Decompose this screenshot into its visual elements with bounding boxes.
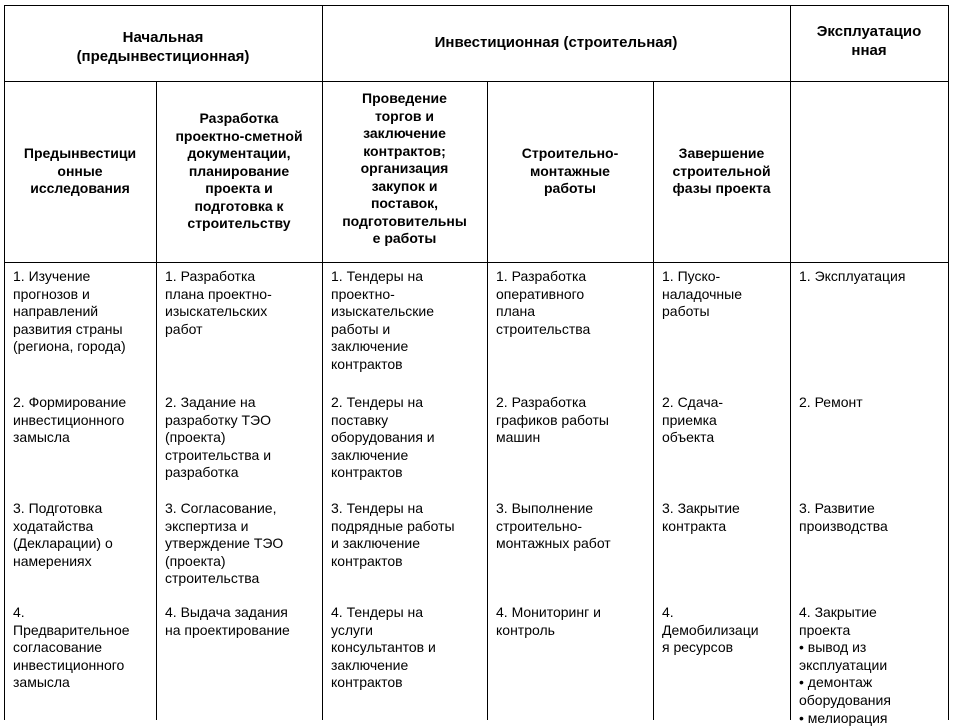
step-item-line: • вывод из xyxy=(799,639,867,656)
step-item-line: услуги xyxy=(331,621,373,638)
phase-header-initial-line: Начальная xyxy=(122,29,204,46)
grid-hline xyxy=(4,262,949,263)
phase-header-operational-line: нная xyxy=(851,42,887,59)
stage-header-2-line: планирование xyxy=(188,162,290,179)
stage-header-5-line: фазы проекта xyxy=(672,180,771,197)
step-item-line: 1. Изучение xyxy=(13,268,91,284)
step-item-line: 1. Разработка xyxy=(496,268,587,284)
stage-header-2 xyxy=(156,81,322,262)
step-item-line: заключение xyxy=(331,656,409,673)
step-item-line: наладочные xyxy=(662,285,742,302)
step-item xyxy=(653,268,790,321)
step-item-line: экспертиза и xyxy=(165,517,249,534)
step-item-line: заключение xyxy=(331,338,409,355)
step-item-line: 4. Закрытие xyxy=(799,604,877,620)
step-item xyxy=(487,268,653,338)
stage-header-3-line: Проведение xyxy=(362,90,447,106)
step-item-line: 1. Эксплуатация xyxy=(799,268,906,284)
stage-header-5-line: строительной xyxy=(672,162,771,179)
grid-vline xyxy=(948,5,949,720)
step-item-line: плана проектно- xyxy=(165,285,272,302)
step-item-line: • мелиорация xyxy=(799,709,888,726)
step-item-line: эксплуатации xyxy=(799,656,888,673)
step-item-line: 3. Развитие xyxy=(799,500,875,516)
step-item xyxy=(322,268,487,374)
step-item-line: строительства xyxy=(165,570,260,587)
step-item-line: производства xyxy=(799,517,888,534)
stage-header-4-line: работы xyxy=(543,180,596,197)
step-item-line: работы xyxy=(662,303,710,320)
step-item-line: прогнозов и xyxy=(13,285,90,302)
step-item xyxy=(156,500,322,588)
stage-header-3-line: контрактов; xyxy=(363,142,446,159)
step-item-line: работы и xyxy=(331,320,391,337)
stage-header-2-line: подготовка к xyxy=(194,197,284,214)
step-item xyxy=(322,394,487,482)
step-item-line: 2. Задание на xyxy=(165,394,256,410)
step-item-line: контроль xyxy=(496,621,555,638)
step-item-line: заключение xyxy=(331,446,409,463)
step-item-line: (региона, города) xyxy=(13,338,126,355)
step-item xyxy=(653,500,790,535)
step-item-line: 1. Тендеры на xyxy=(331,268,424,284)
stage-header-5 xyxy=(653,81,790,262)
step-item-line: плана xyxy=(496,303,536,320)
step-item-line: 3. Подготовка xyxy=(13,500,103,516)
stage-header-3-line: поставок, xyxy=(370,195,439,211)
step-item-line: контрактов xyxy=(331,674,403,691)
step-item-line: работ xyxy=(165,320,203,337)
step-item xyxy=(790,500,948,535)
step-item-line: 4. Тендеры на xyxy=(331,604,424,620)
step-item-line: объекта xyxy=(662,429,715,446)
step-item-line: строительно- xyxy=(496,517,583,534)
step-item-line: 2. Разработка xyxy=(496,394,587,410)
stage-header-3-line: торгов и xyxy=(374,107,435,124)
step-item-line: • демонтаж xyxy=(799,674,873,691)
step-item-line: и заключение xyxy=(331,535,420,552)
step-item-line: ходатайства xyxy=(13,517,94,534)
step-item-line: строительства xyxy=(496,320,591,337)
step-item-line: 1. Разработка xyxy=(165,268,256,284)
stage-header-4 xyxy=(487,81,653,262)
stage-header-3-line: е работы xyxy=(372,230,437,246)
step-item-line: изыскательских xyxy=(165,303,268,320)
step-item-line: строительства и xyxy=(165,446,272,463)
step-item xyxy=(4,268,156,356)
stage-header-1-line: Предынвестици xyxy=(23,145,137,162)
step-item-line: поставку xyxy=(331,411,389,428)
stage-header-2-line: проекта и xyxy=(205,180,273,197)
step-item xyxy=(4,500,156,570)
step-item-line: 1. Пуско- xyxy=(662,268,721,284)
step-item xyxy=(487,394,653,447)
step-item-line: изыскательские xyxy=(331,303,434,320)
step-item-line: намерениях xyxy=(13,552,92,569)
step-item-line: 2. Сдача- xyxy=(662,394,724,410)
stage-header-3-line: подготовительны xyxy=(342,212,467,229)
step-item xyxy=(790,268,948,286)
step-item-line: направлений xyxy=(13,303,99,320)
step-item-line: на проектирование xyxy=(165,621,290,638)
stage-header-1-line: онные xyxy=(57,162,103,179)
step-item-line: 4. Мониторинг и xyxy=(496,604,601,620)
stage-header-2-line: строительству xyxy=(187,215,291,232)
step-item xyxy=(4,394,156,447)
step-item-line: инвестиционного xyxy=(13,656,125,673)
phase-header-investment-line: Инвестиционная (строительная) xyxy=(434,34,678,51)
step-item-line: приемка xyxy=(662,411,717,428)
step-item-line: графиков работы xyxy=(496,411,609,428)
step-item-line: проектно- xyxy=(331,285,395,302)
stage-header-5-line: Завершение xyxy=(678,145,765,162)
stage-header-1-line: исследования xyxy=(30,180,130,197)
step-item-line: 2. Формирование xyxy=(13,394,127,410)
step-item-line: 4. xyxy=(13,604,25,620)
step-item-line: разработку ТЭО xyxy=(165,411,271,428)
step-item-line: Демобилизаци xyxy=(662,621,759,638)
stage-header-4-line: Строительно- xyxy=(521,145,619,162)
step-item xyxy=(322,604,487,692)
step-item-line: развития страны xyxy=(13,320,123,337)
step-item-line: контрактов xyxy=(331,552,403,569)
step-item xyxy=(156,394,322,482)
step-item-line: проекта xyxy=(799,621,851,638)
step-item-line: контрактов xyxy=(331,464,403,481)
step-item xyxy=(4,604,156,692)
step-item-line: согласование xyxy=(13,639,103,656)
stage-header-3-line: организация xyxy=(360,160,449,176)
step-item-line: я ресурсов xyxy=(662,639,734,656)
step-item-line: оперативного xyxy=(496,285,585,302)
step-item-line: (проекта) xyxy=(165,429,226,446)
stage-header-2-line: документации, xyxy=(187,145,291,162)
stage-header-3-line: заключение xyxy=(363,125,446,141)
step-item xyxy=(487,604,653,639)
phase-header-initial xyxy=(4,5,322,81)
step-item-line: 3. Выполнение xyxy=(496,500,594,516)
step-item-line: консультантов и xyxy=(331,639,436,656)
step-item-line: 2. Тендеры на xyxy=(331,394,424,410)
stage-header-2-line: проектно-сметной xyxy=(175,127,303,144)
phase-header-operational xyxy=(790,5,948,81)
step-item xyxy=(790,604,948,727)
phase-header-operational-line: Эксплуатацио xyxy=(816,23,922,40)
step-item-line: 3. Согласование, xyxy=(165,500,277,516)
step-item-line: машин xyxy=(496,429,541,446)
step-item xyxy=(653,604,790,657)
step-item-line: (проекта) xyxy=(165,552,226,569)
stage-header-6 xyxy=(790,81,948,262)
step-item-line: Предварительное xyxy=(13,621,130,638)
step-item-line: подрядные работы xyxy=(331,517,455,534)
step-item-line: 4. Выдача задания xyxy=(165,604,288,620)
step-item-line: оборудования xyxy=(799,691,891,708)
step-item-line: контрактов xyxy=(331,355,403,372)
step-item xyxy=(156,604,322,639)
step-item-line: монтажных работ xyxy=(496,535,611,552)
step-item-line: оборудования и xyxy=(331,429,435,446)
step-item xyxy=(487,500,653,553)
step-item xyxy=(156,268,322,338)
step-item-line: инвестиционного xyxy=(13,411,125,428)
stage-header-1 xyxy=(4,81,156,262)
step-item-line: разработка xyxy=(165,464,239,481)
step-item-line: 2. Ремонт xyxy=(799,394,863,410)
step-item xyxy=(322,500,487,570)
step-item-line: 4. xyxy=(662,604,674,620)
step-item-line: утверждение ТЭО xyxy=(165,535,284,552)
stage-header-3 xyxy=(322,81,487,262)
step-item-line: замысла xyxy=(13,429,70,446)
stage-header-4-line: монтажные xyxy=(530,162,610,179)
step-item xyxy=(653,394,790,447)
step-item-line: контракта xyxy=(662,517,727,534)
step-item-line: 3. Тендеры на xyxy=(331,500,424,516)
step-item-line: замысла xyxy=(13,674,70,691)
phase-header-initial-line: (предынвестиционная) xyxy=(76,48,250,65)
phase-header-investment xyxy=(322,5,790,81)
step-item xyxy=(790,394,948,412)
step-item-line: (Декларации) о xyxy=(13,535,113,552)
stage-header-3-line: закупок и xyxy=(371,177,438,194)
stage-header-2-line: Разработка xyxy=(199,110,279,127)
step-item-line: 3. Закрытие xyxy=(662,500,740,516)
